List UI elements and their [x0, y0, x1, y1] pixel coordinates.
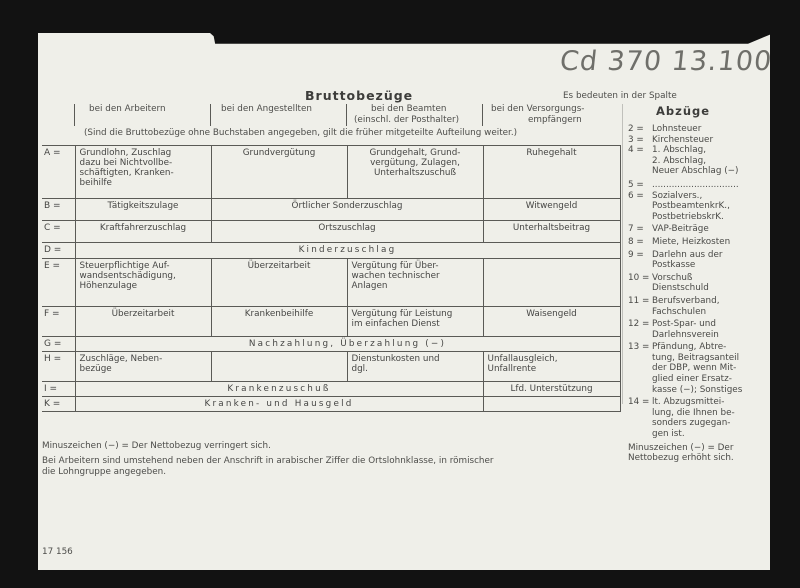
table-cell: Unterhaltsbeitrag	[483, 221, 620, 243]
table-cell: Örtlicher Sonderzuschlag	[211, 199, 483, 221]
table-row	[42, 259, 620, 307]
col-head-angestellte: bei den Angestellten	[210, 104, 312, 126]
table-cell: Lfd. Unterstützung	[483, 382, 620, 397]
table-row	[42, 199, 620, 221]
col-head-versorgung: bei den Versorgungs-	[482, 104, 584, 126]
table-cell: Krankenbeihilfe	[211, 307, 347, 337]
table-cell: Ruhegehalt	[483, 146, 620, 199]
table-row	[42, 382, 620, 397]
table-cell: Zuschläge, Neben- bezüge	[75, 352, 211, 382]
footer-arbeiter-note-2: die Lohngruppe angegeben.	[42, 467, 166, 477]
list-item: 10 = Vorschuß Dienstschuld	[628, 272, 709, 294]
row-key: C =	[42, 221, 75, 243]
table-row	[42, 337, 620, 352]
table-cell: Waisengeld	[483, 307, 620, 337]
bruttobezuege-table	[42, 145, 621, 412]
row-key: E =	[42, 259, 75, 307]
divider	[622, 104, 623, 404]
handwritten-annotation: Cd 370 13.100	[558, 46, 774, 77]
table-cell: Kinderzuschlag	[75, 243, 620, 259]
row-key: H =	[42, 352, 75, 382]
table-cell: Steuerpflichtige Auf- wandsentschädigung, Höhenzulage	[75, 259, 211, 307]
table-cell: Grundvergütung	[211, 146, 347, 199]
list-item: 5 = ...............................	[628, 179, 739, 190]
table-cell: Grundlohn, Zuschlag dazu bei Nichtvollbe- schäftigten, Kranken- beihilfe	[75, 146, 211, 199]
table-row	[42, 221, 620, 243]
table-cell: Ortszuschlag	[211, 221, 483, 243]
row-key: I =	[42, 382, 75, 397]
bruttobezuege-title: Bruttobezüge	[305, 88, 414, 103]
table-cell: Tätigkeitszulage	[75, 199, 211, 221]
table-cell: Nachzahlung, Überzahlung (−)	[75, 337, 620, 352]
abzuege-footer: Minuszeichen (−) = Der Nettobezug erhöht sich.	[628, 442, 734, 464]
col-head-versorgung-line2: empfängern	[528, 115, 582, 125]
table-cell: Vergütung für Über- wachen technischer Anlagen	[347, 259, 483, 307]
list-item: 8 = Miete, Heizkosten	[628, 236, 731, 247]
table-row	[42, 146, 620, 199]
table-cell: Überzeitarbeit	[211, 259, 347, 307]
table-cell	[483, 397, 620, 412]
list-item: 14 = lt. Abzugsmittei- lung, die Ihnen be- sonders zugegan- gen ist.	[628, 397, 735, 440]
table-cell	[483, 259, 620, 307]
spalte-note: Es bedeuten in der Spalte	[563, 91, 677, 101]
row-key: B =	[42, 199, 75, 221]
table-row	[42, 352, 620, 382]
table-cell: Krankenzuschuß	[75, 382, 483, 397]
list-item: 4 = 1. Abschlag, 2. Abschlag, Neuer Abschlag (−)	[628, 145, 739, 177]
row-key: G =	[42, 337, 75, 352]
list-item: 11 = Berufsverband, Fachschulen	[628, 295, 720, 317]
list-item: 3 = Kirchensteuer	[628, 134, 714, 145]
list-item: 13 = Pfändung, Abtre- tung, Beitragsanteil der DBP, wenn Mit- glied einer Ersatz- kasse (−); Sonstiges	[628, 342, 743, 395]
row-key: K =	[42, 397, 75, 412]
form-number: 17 156	[42, 547, 73, 557]
row-key: F =	[42, 307, 75, 337]
row-key: D =	[42, 243, 75, 259]
table-cell: Überzeitarbeit	[75, 307, 211, 337]
abzuege-title: Abzüge	[656, 104, 711, 118]
table-row	[42, 307, 620, 337]
footer-minus-note: Minuszeichen (−) = Der Nettobezug verringert sich.	[42, 441, 271, 451]
list-item: 12 = Post-Spar- und Darlehnsverein	[628, 319, 719, 340]
table-cell: Vergütung für Leistung im einfachen Dienst	[347, 307, 483, 337]
table-row	[42, 243, 620, 259]
footer-arbeiter-note: Bei Arbeitern sind umstehend neben der Anschrift in arabischer Ziffer die Ortslohnklasse, in römischer	[42, 456, 494, 466]
table-cell: Kraftfahrerzuschlag	[75, 221, 211, 243]
row-key: A =	[42, 146, 75, 199]
table-cell: Grundgehalt, Grund- vergütung, Zulagen, Unterhaltszuschuß	[347, 146, 483, 199]
table-cell: Kranken- und Hausgeld	[75, 397, 483, 412]
col-head-arbeiter: bei den Arbeitern	[74, 104, 166, 126]
list-item: 9 = Darlehn aus der Postkasse	[628, 249, 723, 271]
list-item: 2 = Lohnsteuer	[628, 124, 702, 134]
table-row	[42, 397, 620, 412]
col-head-beamte-line2: (einschl. der Posthalter)	[354, 115, 460, 125]
abzuege-list	[628, 124, 768, 464]
table-cell	[211, 352, 347, 382]
table-cell: Unfallausgleich, Unfallrente	[483, 352, 620, 382]
list-item: 7 = VAP-Beiträge	[628, 224, 709, 235]
table-cell: Witwengeld	[483, 199, 620, 221]
header-note: (Sind die Bruttobezüge ohne Buchstaben angegeben, gilt die früher mitgeteilte Aufteilung weiter.)	[84, 128, 518, 138]
list-item: 6 = Sozialvers., PostbeamtenkrK., PostbetriebskrK.	[628, 190, 730, 222]
table-cell: Dienstunkosten und dgl.	[347, 352, 483, 382]
col-head-beamte: bei den Beamten	[346, 104, 446, 126]
